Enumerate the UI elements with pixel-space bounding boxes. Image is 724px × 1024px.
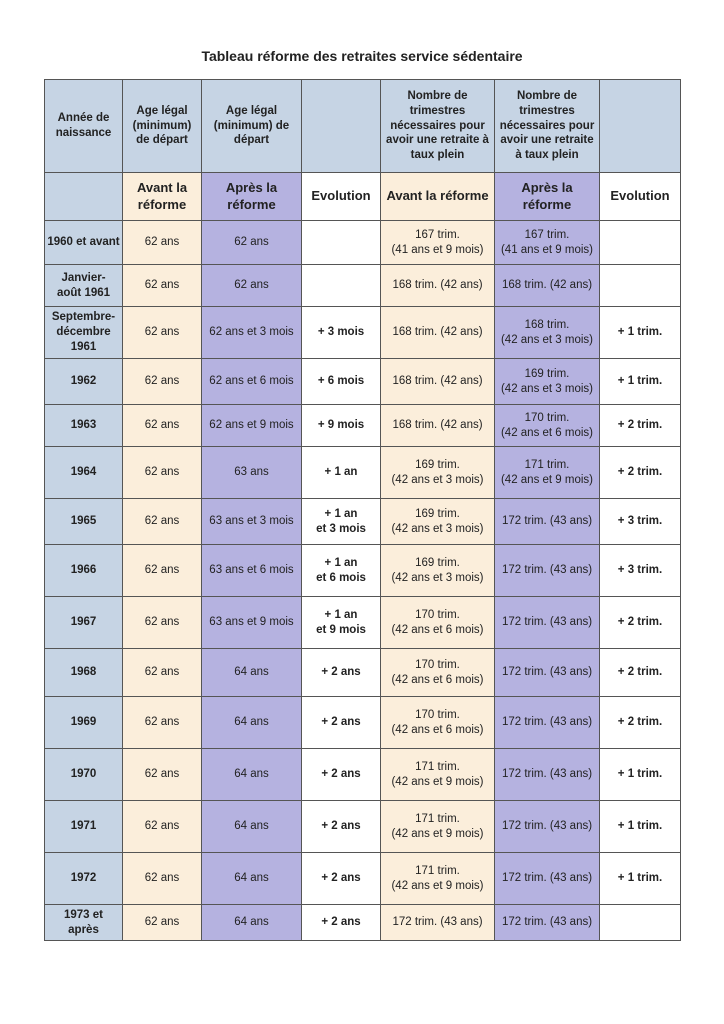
cell-birth-year: 1973 et après — [45, 905, 123, 941]
cell-birth-year: 1965 — [45, 499, 123, 545]
cell-evolution-quarters: + 1 trim. — [600, 853, 681, 905]
cell-quarters-after: 172 trim. (43 ans) — [495, 905, 600, 941]
cell-age-before: 62 ans — [123, 697, 202, 749]
cell-birth-year: 1972 — [45, 853, 123, 905]
cell-age-before: 62 ans — [123, 499, 202, 545]
cell-birth-year: 1968 — [45, 649, 123, 697]
cell-birth-year: 1969 — [45, 697, 123, 749]
cell-quarters-before: 172 trim. (43 ans) — [381, 905, 495, 941]
cell-birth-year: 1960 et avant — [45, 221, 123, 265]
header-row — [45, 80, 681, 173]
cell-quarters-after: 167 trim. (41 ans et 9 mois) — [495, 221, 600, 265]
cell-evolution-quarters: + 2 trim. — [600, 697, 681, 749]
cell-age-after: 64 ans — [202, 749, 302, 801]
cell-quarters-before: 171 trim. (42 ans et 9 mois) — [381, 801, 495, 853]
cell-evolution-age: + 2 ans — [302, 649, 381, 697]
cell-age-after: 63 ans — [202, 447, 302, 499]
cell-age-before: 62 ans — [123, 649, 202, 697]
cell-quarters-before: 170 trim. (42 ans et 6 mois) — [381, 597, 495, 649]
cell-evolution-age — [302, 221, 381, 265]
cell-age-before: 62 ans — [123, 545, 202, 597]
cell-age-after: 62 ans — [202, 221, 302, 265]
cell-evolution-quarters: + 2 trim. — [600, 405, 681, 447]
cell-evolution-age: + 1 an et 9 mois — [302, 597, 381, 649]
cell-age-before: 62 ans — [123, 221, 202, 265]
cell-quarters-after: 170 trim. (42 ans et 6 mois) — [495, 405, 600, 447]
retirement-reform-table — [44, 79, 681, 941]
cell-age-before: 62 ans — [123, 597, 202, 649]
cell-age-after: 64 ans — [202, 801, 302, 853]
cell-age-before: 62 ans — [123, 801, 202, 853]
subheader-age-before: Avant la réforme — [123, 173, 202, 221]
header-legal-age-after: Age légal (minimum) de départ — [202, 80, 302, 173]
cell-quarters-before: 168 trim. (42 ans) — [381, 265, 495, 307]
cell-quarters-before: 168 trim. (42 ans) — [381, 307, 495, 359]
subheader-quarters-before: Avant la réforme — [381, 173, 495, 221]
cell-quarters-after: 172 trim. (43 ans) — [495, 801, 600, 853]
header-quarters-before: Nombre de trimestres nécessaires pour avoir une retraite à taux plein — [381, 80, 495, 173]
cell-quarters-before: 167 trim. (41 ans et 9 mois) — [381, 221, 495, 265]
cell-age-after: 64 ans — [202, 649, 302, 697]
cell-quarters-after: 172 trim. (43 ans) — [495, 499, 600, 545]
cell-evolution-quarters: + 2 trim. — [600, 447, 681, 499]
cell-quarters-after: 172 trim. (43 ans) — [495, 697, 600, 749]
cell-birth-year: 1966 — [45, 545, 123, 597]
cell-age-after: 62 ans — [202, 265, 302, 307]
cell-age-after: 62 ans et 6 mois — [202, 359, 302, 405]
cell-age-after: 64 ans — [202, 697, 302, 749]
cell-evolution-age: + 2 ans — [302, 697, 381, 749]
cell-quarters-after: 172 trim. (43 ans) — [495, 545, 600, 597]
cell-evolution-quarters: + 2 trim. — [600, 597, 681, 649]
subheader-age-after: Après la réforme — [202, 173, 302, 221]
subheader-evolution-quarters: Evolution — [600, 173, 681, 221]
cell-evolution-quarters — [600, 905, 681, 941]
cell-age-before: 62 ans — [123, 447, 202, 499]
subheader-row — [45, 173, 681, 221]
cell-quarters-after: 172 trim. (43 ans) — [495, 597, 600, 649]
cell-evolution-quarters: + 1 trim. — [600, 359, 681, 405]
cell-evolution-quarters — [600, 265, 681, 307]
header-quarters-after: Nombre de trimestres nécessaires pour avoir une retraite à taux plein — [495, 80, 600, 173]
cell-birth-year: Septembre- décembre 1961 — [45, 307, 123, 359]
subheader-evolution-age: Evolution — [302, 173, 381, 221]
cell-quarters-before: 169 trim. (42 ans et 3 mois) — [381, 499, 495, 545]
table-row — [45, 265, 681, 307]
cell-birth-year: 1964 — [45, 447, 123, 499]
cell-quarters-before: 170 trim. (42 ans et 6 mois) — [381, 697, 495, 749]
subheader-blank — [45, 173, 123, 221]
cell-evolution-quarters: + 3 trim. — [600, 545, 681, 597]
header-birth-year: Année de naissance — [45, 80, 123, 173]
cell-birth-year: Janvier- août 1961 — [45, 265, 123, 307]
table-row — [45, 905, 681, 941]
table-row — [45, 749, 681, 801]
cell-quarters-before: 168 trim. (42 ans) — [381, 359, 495, 405]
cell-age-before: 62 ans — [123, 405, 202, 447]
cell-evolution-age: + 3 mois — [302, 307, 381, 359]
cell-age-before: 62 ans — [123, 307, 202, 359]
cell-age-before: 62 ans — [123, 359, 202, 405]
cell-quarters-before: 171 trim. (42 ans et 9 mois) — [381, 853, 495, 905]
table-row — [45, 359, 681, 405]
table-row — [45, 545, 681, 597]
cell-evolution-quarters: + 1 trim. — [600, 801, 681, 853]
cell-age-after: 62 ans et 3 mois — [202, 307, 302, 359]
cell-quarters-after: 168 trim. (42 ans) — [495, 265, 600, 307]
cell-quarters-before: 170 trim. (42 ans et 6 mois) — [381, 649, 495, 697]
cell-evolution-age: + 2 ans — [302, 853, 381, 905]
cell-evolution-age: + 2 ans — [302, 749, 381, 801]
cell-evolution-age: + 9 mois — [302, 405, 381, 447]
cell-age-before: 62 ans — [123, 749, 202, 801]
cell-evolution-age: + 2 ans — [302, 905, 381, 941]
cell-quarters-after: 172 trim. (43 ans) — [495, 853, 600, 905]
cell-birth-year: 1967 — [45, 597, 123, 649]
table-row — [45, 447, 681, 499]
cell-age-before: 62 ans — [123, 853, 202, 905]
header-evolution-age — [302, 80, 381, 173]
cell-quarters-before: 169 trim. (42 ans et 3 mois) — [381, 545, 495, 597]
cell-quarters-after: 172 trim. (43 ans) — [495, 649, 600, 697]
cell-birth-year: 1970 — [45, 749, 123, 801]
table-row — [45, 697, 681, 749]
table-row — [45, 499, 681, 545]
table-row — [45, 597, 681, 649]
cell-quarters-before: 169 trim. (42 ans et 3 mois) — [381, 447, 495, 499]
page-title: Tableau réforme des retraites service sédentaire — [201, 48, 523, 64]
cell-quarters-before: 171 trim. (42 ans et 9 mois) — [381, 749, 495, 801]
cell-age-before: 62 ans — [123, 265, 202, 307]
cell-evolution-age: + 2 ans — [302, 801, 381, 853]
cell-quarters-after: 169 trim. (42 ans et 3 mois) — [495, 359, 600, 405]
cell-quarters-after: 171 trim. (42 ans et 9 mois) — [495, 447, 600, 499]
subheader-quarters-after: Après la réforme — [495, 173, 600, 221]
cell-evolution-quarters: + 1 trim. — [600, 307, 681, 359]
cell-age-after: 63 ans et 6 mois — [202, 545, 302, 597]
cell-age-before: 62 ans — [123, 905, 202, 941]
cell-age-after: 64 ans — [202, 905, 302, 941]
cell-evolution-age — [302, 265, 381, 307]
cell-evolution-quarters: + 1 trim. — [600, 749, 681, 801]
header-legal-age-before: Age légal (minimum) de départ — [123, 80, 202, 173]
table-row — [45, 853, 681, 905]
cell-age-after: 63 ans et 3 mois — [202, 499, 302, 545]
cell-evolution-quarters — [600, 221, 681, 265]
cell-birth-year: 1962 — [45, 359, 123, 405]
cell-quarters-after: 172 trim. (43 ans) — [495, 749, 600, 801]
cell-age-after: 64 ans — [202, 853, 302, 905]
cell-age-after: 62 ans et 9 mois — [202, 405, 302, 447]
cell-birth-year: 1963 — [45, 405, 123, 447]
table-row — [45, 307, 681, 359]
table-row — [45, 405, 681, 447]
cell-quarters-after: 168 trim. (42 ans et 3 mois) — [495, 307, 600, 359]
cell-evolution-age: + 1 an et 6 mois — [302, 545, 381, 597]
cell-evolution-age: + 1 an et 3 mois — [302, 499, 381, 545]
cell-evolution-quarters: + 3 trim. — [600, 499, 681, 545]
table-row — [45, 221, 681, 265]
cell-evolution-age: + 1 an — [302, 447, 381, 499]
cell-birth-year: 1971 — [45, 801, 123, 853]
cell-age-after: 63 ans et 9 mois — [202, 597, 302, 649]
table-row — [45, 649, 681, 697]
header-evolution-quarters — [600, 80, 681, 173]
cell-quarters-before: 168 trim. (42 ans) — [381, 405, 495, 447]
cell-evolution-quarters: + 2 trim. — [600, 649, 681, 697]
table-row — [45, 801, 681, 853]
cell-evolution-age: + 6 mois — [302, 359, 381, 405]
